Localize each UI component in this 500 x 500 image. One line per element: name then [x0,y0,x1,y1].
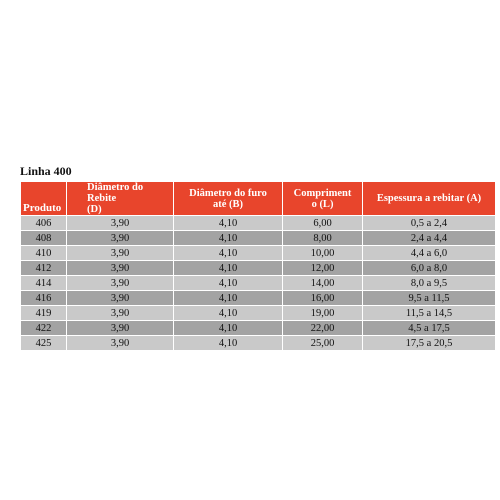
cell-diametro-rebite: 3,90 [67,306,174,321]
cell-produto: 425 [21,336,67,351]
header-espessura-label: Espessura a rebitar (A) [376,193,482,204]
cell-produto: 416 [21,291,67,306]
cell-diametro-furo: 4,10 [174,336,283,351]
cell-espessura: 0,5 a 2,4 [363,216,496,231]
cell-comprimento: 16,00 [283,291,363,306]
table-row [21,261,496,276]
cell-espessura: 8,0 a 9,5 [363,276,496,291]
cell-diametro-rebite: 3,90 [67,231,174,246]
spec-table [20,181,496,351]
table-row [21,246,496,261]
header-diametro-furo-line2: até (B) [212,198,244,210]
cell-produto: 410 [21,246,67,261]
cell-espessura: 4,4 a 6,0 [363,246,496,261]
header-comprimento [283,182,363,216]
table-row [21,291,496,306]
cell-diametro-furo: 4,10 [174,276,283,291]
header-diametro-rebite-line1: Diâmetro do Rebite [87,182,144,204]
header-diametro-rebite [67,182,174,216]
cell-produto: 414 [21,276,67,291]
cell-diametro-furo: 4,10 [174,231,283,246]
cell-diametro-furo: 4,10 [174,261,283,276]
cell-produto: 408 [21,231,67,246]
cell-diametro-rebite: 3,90 [67,216,174,231]
header-diametro-furo [174,182,283,216]
header-row [21,182,496,216]
cell-espessura: 2,4 a 4,4 [363,231,496,246]
cell-produto: 406 [21,216,67,231]
cell-diametro-furo: 4,10 [174,216,283,231]
cell-comprimento: 10,00 [283,246,363,261]
cell-comprimento: 22,00 [283,321,363,336]
table-row [21,276,496,291]
table-row [21,306,496,321]
cell-diametro-furo: 4,10 [174,291,283,306]
cell-comprimento: 19,00 [283,306,363,321]
cell-diametro-rebite: 3,90 [67,276,174,291]
cell-comprimento: 25,00 [283,336,363,351]
cell-comprimento: 8,00 [283,231,363,246]
cell-espessura: 4,5 a 17,5 [363,321,496,336]
cell-espessura: 9,5 a 11,5 [363,291,496,306]
table-row [21,216,496,231]
cell-diametro-furo: 4,10 [174,321,283,336]
cell-diametro-rebite: 3,90 [67,261,174,276]
cell-diametro-rebite: 3,90 [67,321,174,336]
header-produto-label: Produto [23,202,62,214]
cell-comprimento: 6,00 [283,216,363,231]
header-comprimento-line2: o (L) [311,198,334,210]
header-comprimento-line1: Compriment [293,187,352,199]
table-title: Linha 400 [20,164,72,178]
cell-espessura: 11,5 a 14,5 [363,306,496,321]
table-row [21,231,496,246]
table-row [21,336,496,351]
header-espessura [363,182,496,216]
cell-diametro-furo: 4,10 [174,246,283,261]
cell-produto: 412 [21,261,67,276]
table-row [21,321,496,336]
cell-diametro-furo: 4,10 [174,306,283,321]
header-diametro-rebite-line2: (D) [87,204,102,215]
cell-produto: 422 [21,321,67,336]
cell-comprimento: 14,00 [283,276,363,291]
cell-diametro-rebite: 3,90 [67,336,174,351]
header-produto [21,182,67,216]
cell-diametro-rebite: 3,90 [67,291,174,306]
header-diametro-furo-line1: Diâmetro do furo [189,187,267,199]
cell-produto: 419 [21,306,67,321]
cell-espessura: 17,5 a 20,5 [363,336,496,351]
cell-diametro-rebite: 3,90 [67,246,174,261]
cell-comprimento: 12,00 [283,261,363,276]
cell-espessura: 6,0 a 8,0 [363,261,496,276]
